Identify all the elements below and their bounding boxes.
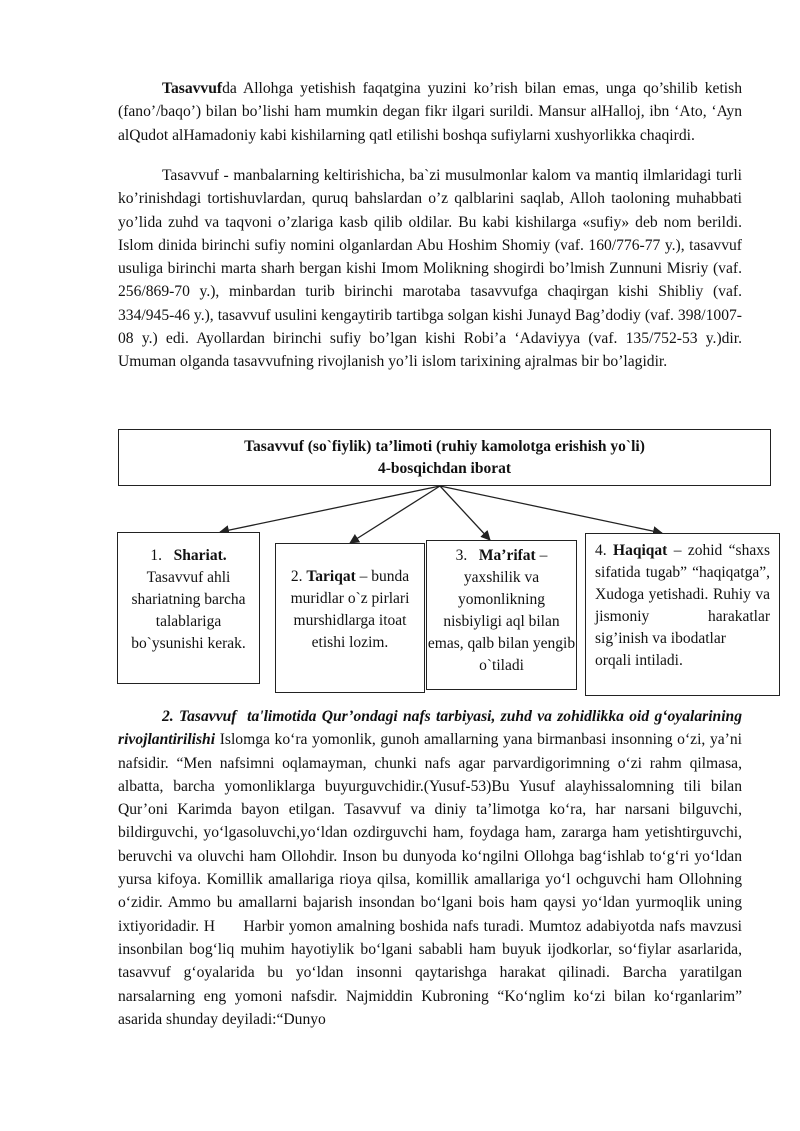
stage-dash: – [535, 547, 548, 564]
paragraph-3 [118, 705, 742, 1031]
stage-text-end: orqali intiladi. [595, 652, 683, 669]
stage-box-haqiqat [585, 533, 780, 696]
stage-heading: Ma’rifat [478, 547, 536, 564]
section-heading-part-2: ta'limotida Qur’ondagi nafs tarbiyasi, zuhd va zohidlikka oid g‘oyalarining rivojlantirilishi [118, 708, 742, 749]
stage-number: 1. [150, 547, 163, 564]
paragraph-1 [118, 77, 742, 147]
diagram-title-box [118, 429, 771, 486]
arrow-to-tariqat [350, 486, 440, 543]
stage-dash: – [355, 568, 368, 585]
paragraph-2 [118, 164, 742, 374]
stage-number: 3. [455, 547, 468, 564]
stage-text: bunda muridlar o`z pirlari murshidlarga itoat etishi lozim. [290, 568, 410, 651]
arrow-to-marifat [440, 486, 490, 540]
stage-heading: Haqiqat [613, 542, 668, 559]
arrow-to-haqiqat [440, 486, 662, 533]
stage-box-marifat [426, 540, 577, 690]
stage-box-tariqat [275, 543, 425, 693]
stage-text: Tasavvuf ahli shariatning barcha talablariga bo`ysunishi kerak. [131, 569, 246, 652]
paragraph-1-text: da Allohga yetishish faqatgina yuzini ko’rish bilan emas, unga qo’shilib ketish (fano’/baqo’) bilan bo’lishi ham mumkin degan fikr ilgari surildi. Mansur alHalloj, ibn ‘Ato, ‘Ayn alQudot alHamadoniy kabi kishilarning qatl etilishi boshqa sufiylarni xushyorlikka chaqirdi. [118, 80, 742, 144]
paragraph-2-text: Tasavvuf - manbalarning keltirishicha, ba`zi musulmonlar kalom va mantiq ilmlaridagi turli ko’rinishdagi tortishuvlardan, quruq bahslardan o’z qalblarini saqlab, Alloh taoloning muhabbati yo’lida zuhd va taqvoni o’zlariga kasb qilib oldilar. Bu kabi kishilarga «sufiy» deb nom berildi. Islom dinida birinchi sufiy nomini olganlardan Abu Hoshim Shomiy (vaf. 160/776-77 y.), tasavvuf usuliga birinchi marta sharh bergan kishi Imom Molikning shogirdi bo’lmish Zunnuni Misriy (vaf. 256/869-70 y.), minbardan turib birinchi marotaba tasavvufga chaqirgan kishi Shibliy (vaf. 334/945-46 y.), tasavvuf usulini kengaytirib tartibga solgan kishi Junayd Bag’dodiy (vaf. 398/1007-08 y.) edi. Ayollardan birinchi sufiy bo’lgan kishi Robi’a ‘Adaviyya (vaf. 135/752-53 y.)dir. Umuman olganda tasavvufning rivojlanish yo’li islom tarixining ajralmas bir bo’lagidir. [118, 167, 742, 371]
paragraph-3-text-2: Harbir yomon amalning boshida nafs turadi. Mumtoz adabiyotda nafs mavzusi insonbilan bog‘liq muhim hayotiylik bo‘lgani sababli ham buyuk ijodkorlar, so‘fiylar asarlarida, tasavvuf g‘oyalarida bu yo‘ldan insonni qaytarishga harakat qilinadi. Barcha yaratilgan narsalarning eng yomoni nafsdir. Najmiddin Kubroning “Ko‘nglim ko‘zi bilan ko‘rganlarim” asarida shunday deyiladi:“Dunyo [118, 917, 743, 1028]
paragraph-3-text: Islomga ko‘ra yomonlik, gunoh amallarning yana birmanbasi insonning o‘zi, ya’ni nafsidir. “Men nafsimni oqlamayman, chunki nafs agar parvardigorimning o‘zi rahm qilmasa, albatta, barcha yomonliklarga buyurguvchidir.(Yusuf-53)Bu Yusuf alayhissalomning tili bilan Qur’oni Karimda bayon etilgan. Tasavvuf va diniy ta’limotga ko‘ra, har narsani bilguvchi, bildirguvchi, yo‘lgasoluvchi,yo‘ldan ozdirguvchi ham, foydaga ham, zararga ham yetishtirguvchi, beruvchi va oluvchi ham Ollohdir. Inson bu dunyoda ko‘ngilni Ollohga bag‘ishlab to‘g‘ri yo‘ldan yursa kifoya. Komillik amallariga rioya qilsa, komillik amallariga yo‘l ochguvchi ham Ollohning o‘zidir. Ammo bu amallarni bajarish insondan bo‘lgani bois ham qaysi yo‘ldan yurmoqlik uning ixtiyoridadir. H [118, 731, 742, 935]
stage-heading: Shariat. [173, 547, 227, 564]
section-heading-number: 2. [162, 708, 174, 725]
stage-number: 4. [595, 542, 607, 559]
stage-text: – zohid “shaxs sifatida tugab” “haqiqatga”, Xudoga yetishadi. Ruhiy va jismoniy harakatlar sig’inish va ibodatlar [595, 542, 771, 647]
arrow-to-shariat [220, 486, 440, 532]
paragraph-1-lead: Tasavvuf [162, 80, 223, 97]
stage-text: yaxshilik va yomonlikning nisbiyligi aql bilan emas, qalb bilan yengib o`tiladi [427, 569, 576, 674]
stage-heading: Tariqat [306, 568, 356, 585]
diagram-title-line-2: 4-bosqichdan iborat [377, 460, 512, 477]
stage-number: 2. [290, 568, 303, 585]
stage-box-shariat [117, 532, 260, 684]
section-heading-part-1: Tasavvuf [179, 708, 237, 725]
diagram-title-line-1: Tasavvuf (so`fiylik) ta’limoti (ruhiy kamolotga erishish yo`li) [244, 438, 645, 455]
